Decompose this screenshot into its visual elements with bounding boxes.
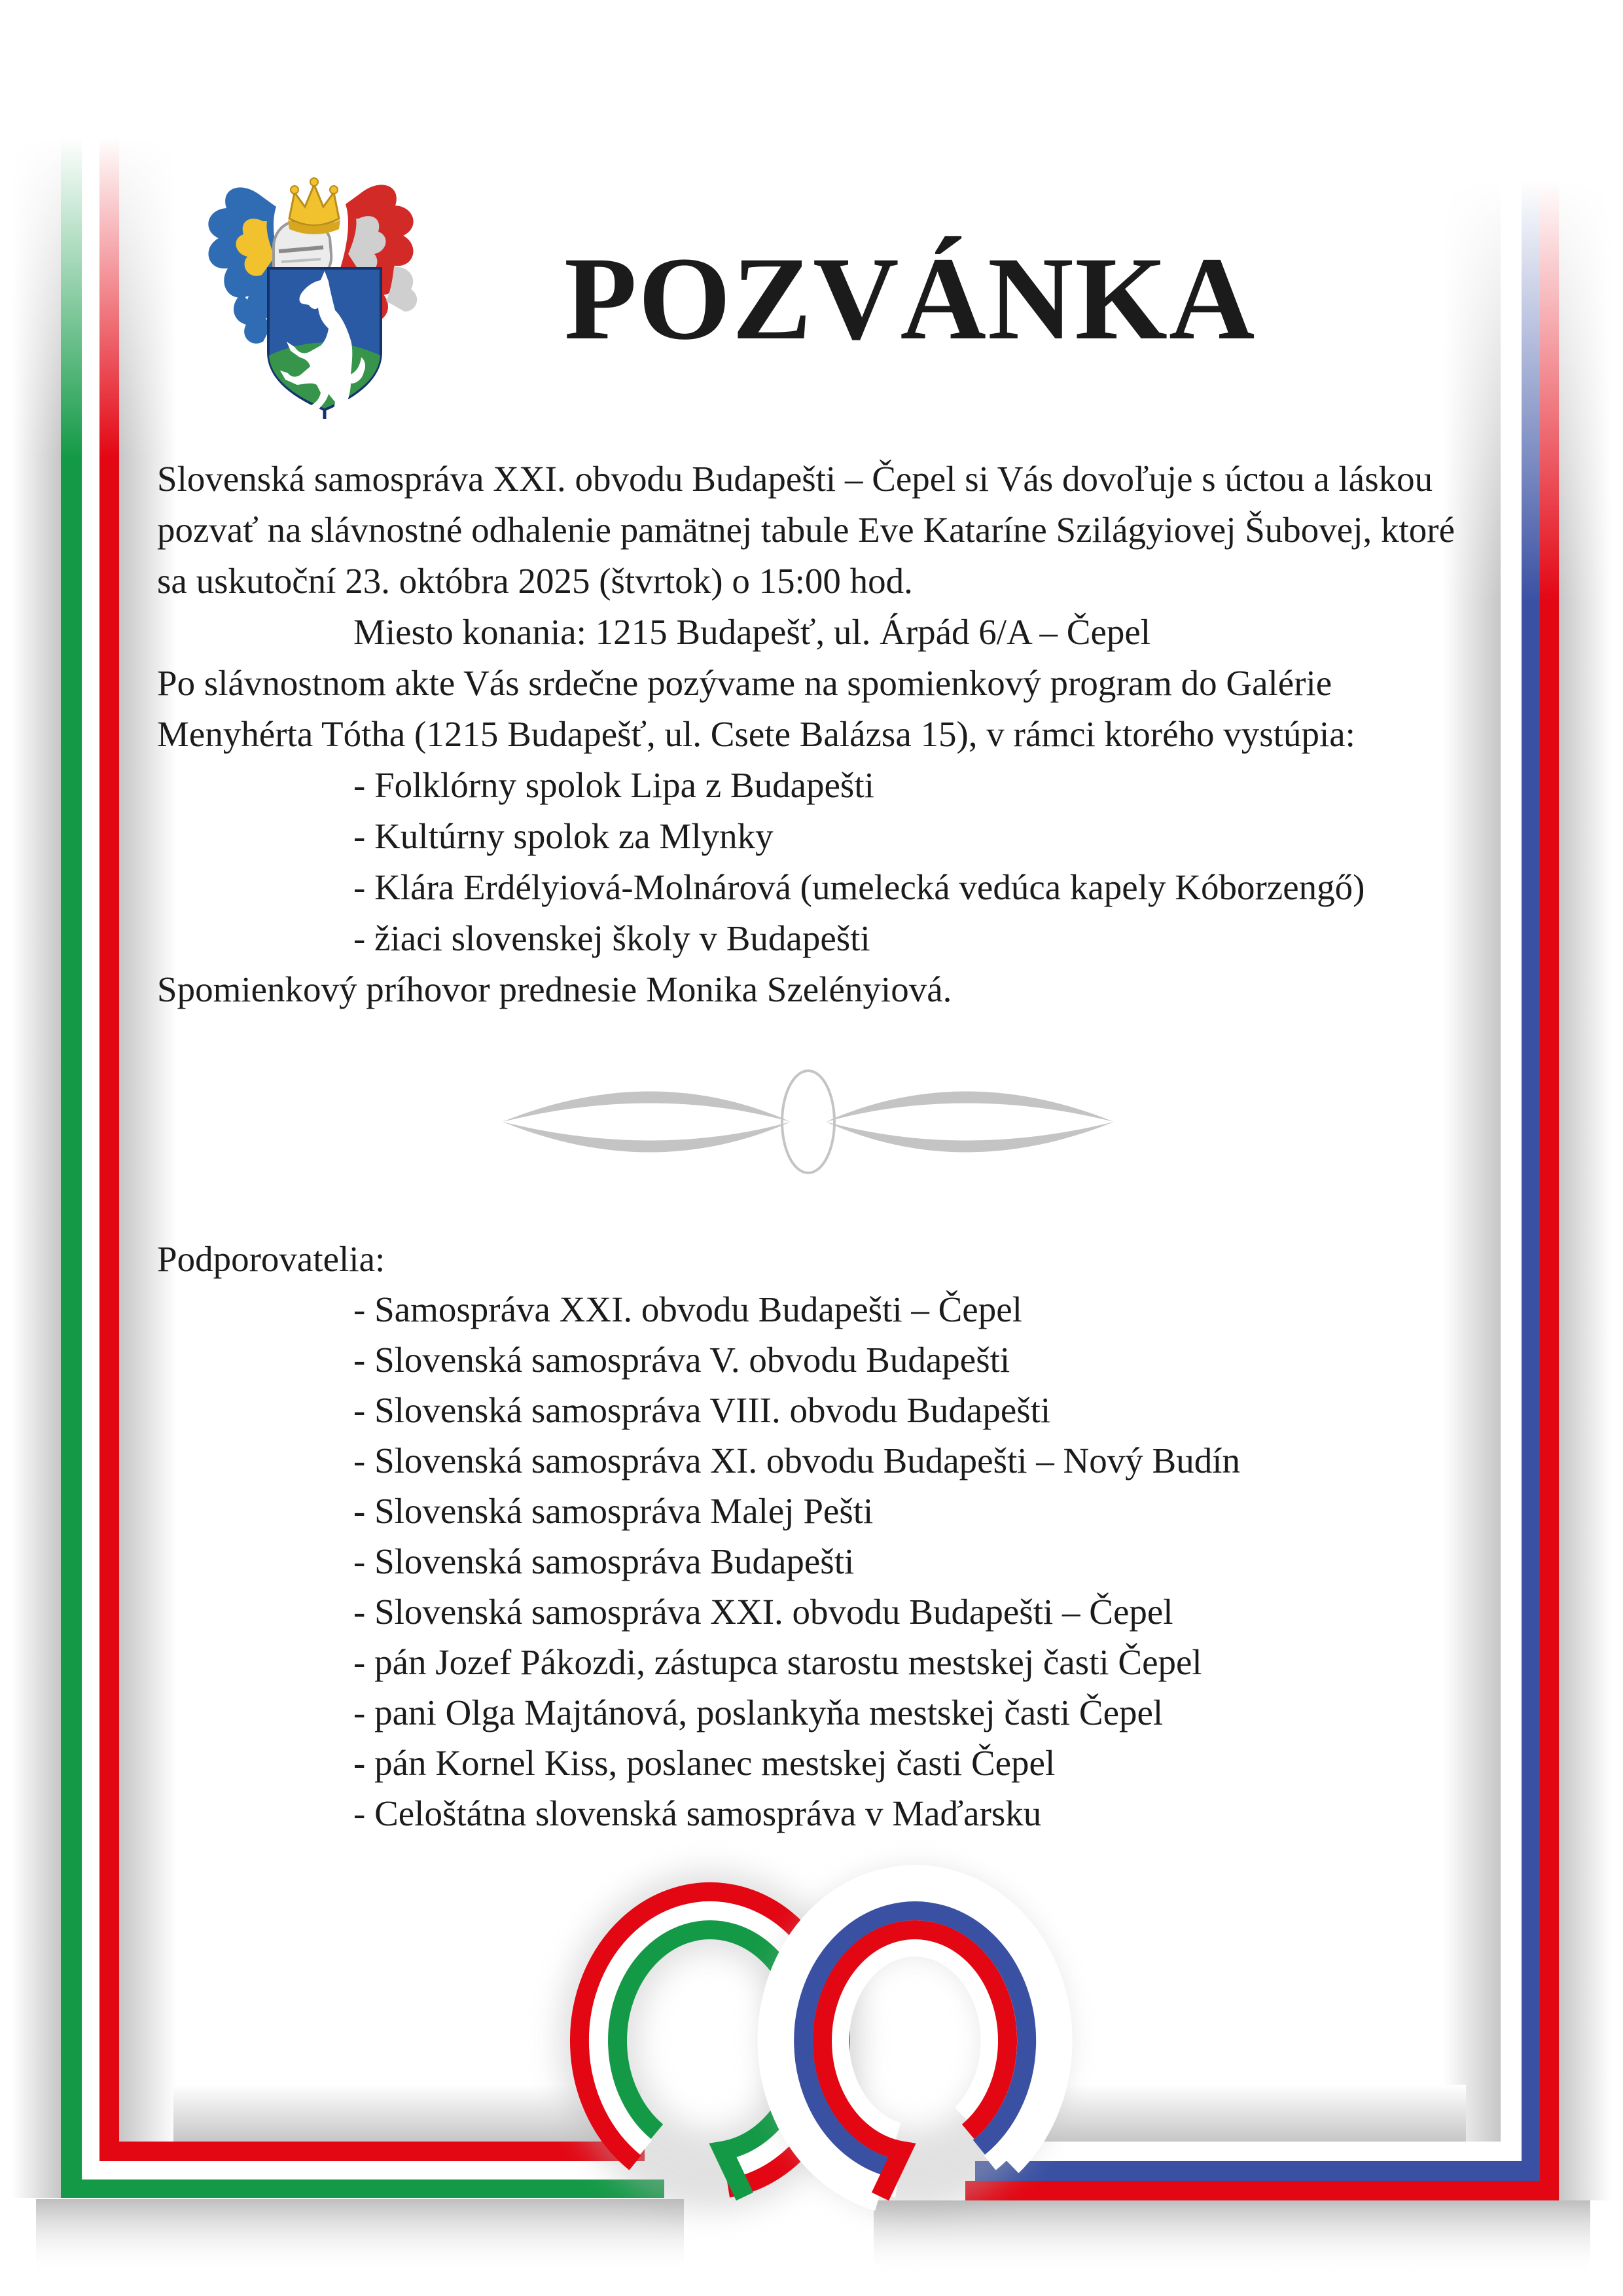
supporter-item: - Slovenská samospráva Budapešti <box>353 1541 855 1581</box>
page-title: POZVÁNKA <box>564 233 1257 365</box>
invitation-body <box>157 454 1455 1015</box>
performer-item: - Folklórny spolok Lipa z Budapešti <box>353 765 874 805</box>
performer-item: - Klára Erdélyiová-Molnárová (umelecká vedúca kapely Kóborzengő) <box>353 867 1365 907</box>
supporter-item: - Slovenská samospráva XI. obvodu Budapešti – Nový Budín <box>353 1441 1240 1480</box>
performer-item: - žiaci slovenskej školy v Budapešti <box>353 918 870 958</box>
supporter-item: - Slovenská samospráva VIII. obvodu Budapešti <box>353 1390 1051 1430</box>
venue-line: Miesto konania: 1215 Budapešť, ul. Árpád 6/A – Čepel <box>353 612 1151 652</box>
supporter-item: - pán Jozef Pákozdi, zástupca starostu mestskej časti Čepel <box>353 1642 1202 1682</box>
supporters-heading: Podporovatelia: <box>157 1239 385 1279</box>
supporter-item: - Celoštátna slovenská samospráva v Maďarsku <box>353 1793 1042 1833</box>
divider-flourish-icon <box>484 1067 1132 1178</box>
crown-icon <box>288 178 340 234</box>
performer-item: - Kultúrny spolok za Mlynky <box>353 816 774 856</box>
supporter-item: - Slovenská samospráva XXI. obvodu Budapešti – Čepel <box>353 1592 1173 1632</box>
supporter-item: - Slovenská samospráva V. obvodu Budapešti <box>353 1340 1010 1380</box>
coat-of-arms <box>164 156 432 424</box>
supporter-item: - pán Kornel Kiss, poslanec mestskej časti Čepel <box>353 1743 1056 1783</box>
program-line: Menyhérta Tótha (1215 Budapešť, ul. Csete Balázsa 15), v rámci ktorého vystúpia: <box>157 714 1355 754</box>
supporter-item: - Slovenská samospráva Malej Pešti <box>353 1491 874 1531</box>
supporters-section <box>157 1234 1240 1839</box>
shield-icon <box>268 268 381 419</box>
intro-line: Slovenská samospráva XXI. obvodu Budapešti – Čepel si Vás dovoľuje s úctou a láskou <box>157 459 1433 499</box>
program-line: Po slávnostnom akte Vás srdečne pozývame na spomienkový program do Galérie <box>157 663 1332 703</box>
intro-line: pozvať na slávnostné odhalenie pamätnej tabule Eve Kataríne Szilágyiovej Šubovej, ktoré <box>157 510 1455 550</box>
supporter-item: - pani Olga Majtánová, poslankyňa mestskej časti Čepel <box>353 1693 1164 1732</box>
closing-line: Spomienkový príhovor prednesie Monika Szelényiová. <box>157 969 952 1009</box>
intro-line: sa uskutoční 23. októbra 2025 (štvrtok) o 15:00 hod. <box>157 561 913 601</box>
supporter-item: - Samospráva XXI. obvodu Budapešti – Čepel <box>353 1289 1022 1329</box>
